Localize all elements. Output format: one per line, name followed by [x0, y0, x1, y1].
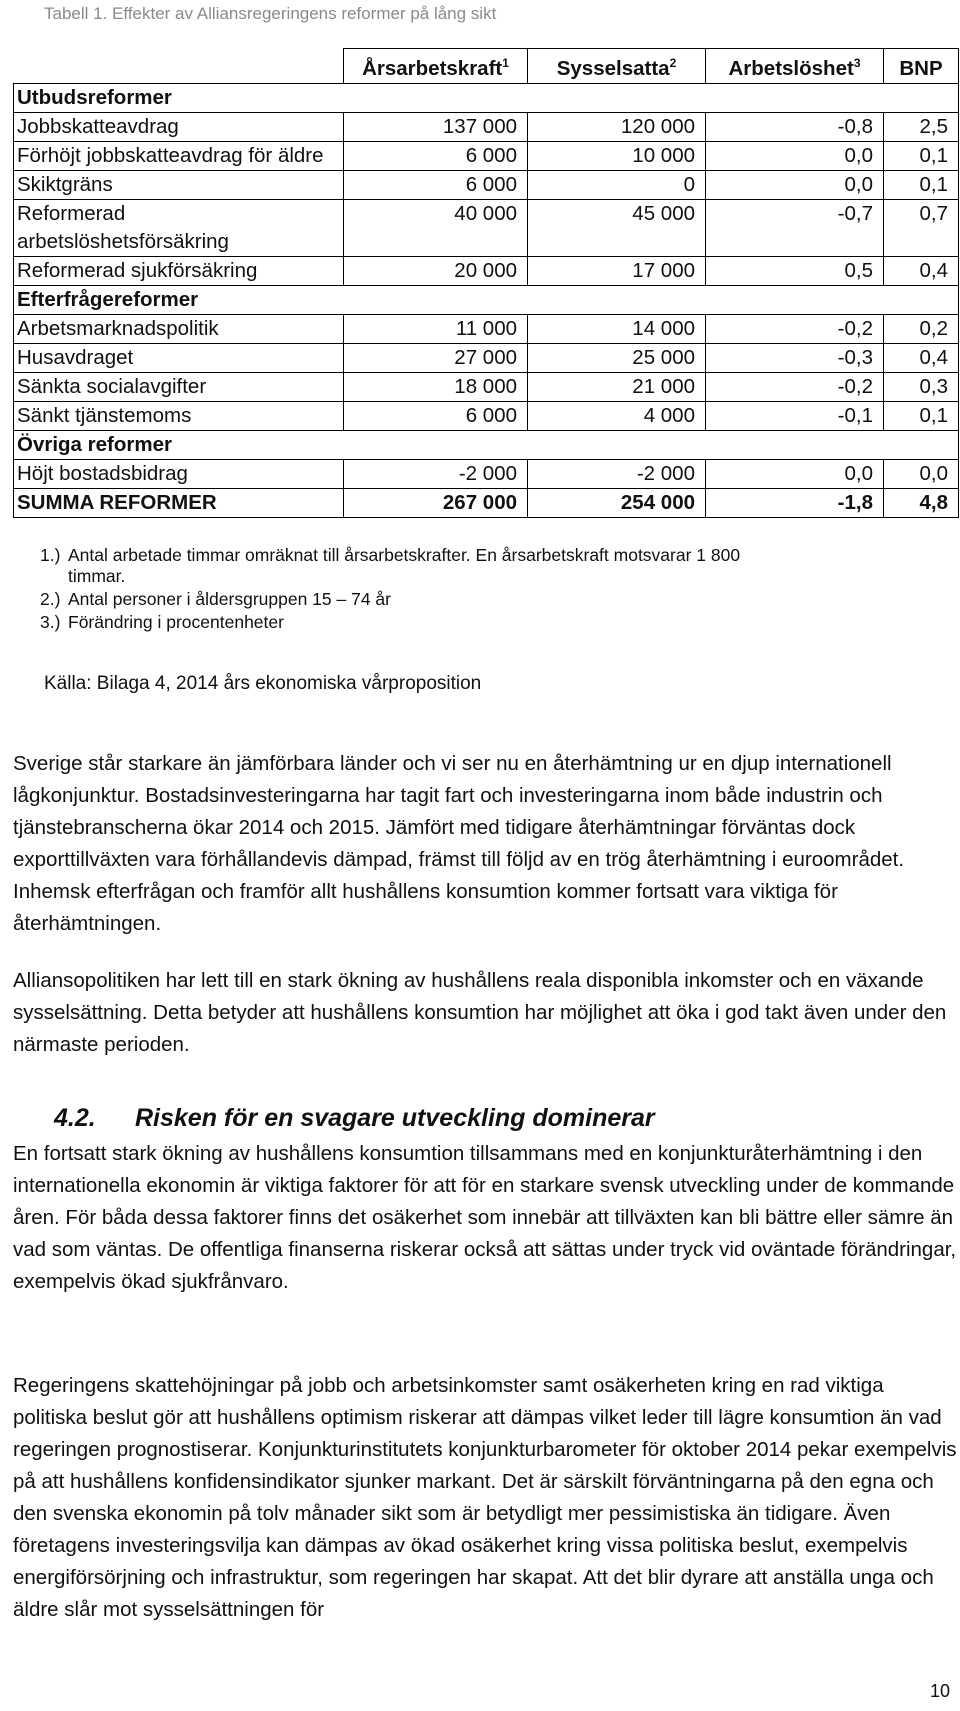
table-footnotes — [40, 544, 950, 634]
cell-value: -0,2 — [706, 372, 884, 401]
cell-value: 45 000 — [528, 199, 706, 256]
footnote-2: 2.) Antal personer i åldersgruppen 15 – 74 år — [40, 589, 391, 609]
page-number: 10 — [929, 1681, 950, 1701]
paragraph-1: Sverige står starkare än jämförbara länder och vi ser nu en återhämtning ur en djup internationell lågkonjunktur. Bostadsinvesteringarna har tagit fart och investeringarna inom både industrin och tjänstebranscherna ökar 2014 och 2015. Jämfört med tidigare återhämtningar förväntas dock exporttillväxten vara förhållandevis dämpad, främst till följd av en trög återhämtning i euroområdet. Inhemsk efterfrågan och framför allt hushållens konsumtion kommer fortsatt vara viktiga för återhämtningen. — [13, 752, 905, 935]
cell-value: 21 000 — [528, 372, 706, 401]
table-row — [14, 112, 959, 141]
cell-value: 254 000 — [528, 488, 706, 517]
cell-value: 0,0 — [706, 170, 884, 199]
cell-value: 10 000 — [528, 141, 706, 170]
table-section-row — [14, 83, 959, 112]
cell-value: 0,7 — [884, 199, 959, 256]
cell-value: 0,0 — [884, 459, 959, 488]
cell-value: 0,4 — [884, 256, 959, 285]
cell-value: 0,1 — [884, 141, 959, 170]
cell-value: -1,8 — [706, 488, 884, 517]
table-row — [14, 256, 959, 285]
section-number: 4.2. — [54, 1104, 96, 1132]
table-row — [14, 199, 959, 256]
section-label: Efterfrågereformer — [14, 285, 959, 314]
footnote-3: 3.) Förändring i procentenheter — [40, 612, 284, 632]
section-title: Risken för en svagare utveckling dominerar — [135, 1104, 655, 1132]
table-row — [14, 314, 959, 343]
cell-value: 11 000 — [344, 314, 528, 343]
section-label: Övriga reformer — [14, 430, 959, 459]
table-section-row — [14, 430, 959, 459]
cell-value: -2 000 — [528, 459, 706, 488]
cell-value: 267 000 — [344, 488, 528, 517]
row-label: Höjt bostadsbidrag — [14, 459, 344, 488]
cell-value: 14 000 — [528, 314, 706, 343]
cell-value: 25 000 — [528, 343, 706, 372]
cell-value: 2,5 — [884, 112, 959, 141]
table-row — [14, 343, 959, 372]
column-header: Årsarbetskraft$^1$ — [344, 49, 528, 84]
table-row — [14, 372, 959, 401]
cell-value: 0,0 — [706, 459, 884, 488]
row-label: Förhöjt jobbskatteavdrag för äldre — [14, 141, 344, 170]
cell-value: 4,8 — [884, 488, 959, 517]
cell-value: 120 000 — [528, 112, 706, 141]
cell-value: -0,2 — [706, 314, 884, 343]
section-label: Utbudsreformer — [14, 83, 959, 112]
cell-value: 0,1 — [884, 170, 959, 199]
cell-value: -2 000 — [344, 459, 528, 488]
row-label: Sänkt tjänstemoms — [14, 401, 344, 430]
row-label: Skiktgräns — [14, 170, 344, 199]
cell-value: 6 000 — [344, 401, 528, 430]
row-label: Sänkta socialavgifter — [14, 372, 344, 401]
cell-value: -0,3 — [706, 343, 884, 372]
column-header: Sysselsatta$^2$ — [528, 49, 706, 84]
row-label: Arbetsmarknadspolitik — [14, 314, 344, 343]
cell-value: 0 — [528, 170, 706, 199]
cell-value: 0,1 — [884, 401, 959, 430]
section-heading — [54, 1101, 655, 1135]
footnote-1: 1.) Antal arbetade timmar omräknat till årsarbetskrafter. En årsarbetskraft motsvarar 1 800 — [40, 545, 741, 565]
table-row — [14, 459, 959, 488]
cell-value: 0,3 — [884, 372, 959, 401]
cell-value: 0,4 — [884, 343, 959, 372]
table-header-row — [14, 49, 959, 84]
row-label: Husavdraget — [14, 343, 344, 372]
column-header: Arbetslöshet$^3$ — [706, 49, 884, 84]
cell-value: 18 000 — [344, 372, 528, 401]
row-label: Reformerad arbetslöshetsförsäkring — [14, 199, 344, 256]
row-label: Jobbskatteavdrag — [14, 112, 344, 141]
row-label: SUMMA REFORMER — [14, 488, 344, 517]
cell-value: 6 000 — [344, 170, 528, 199]
cell-value: -0,7 — [706, 199, 884, 256]
table-row — [14, 401, 959, 430]
cell-value: 6 000 — [344, 141, 528, 170]
header-blank-cell — [14, 49, 344, 84]
table-row — [14, 170, 959, 199]
table-source: Källa: Bilaga 4, 2014 års ekonomiska vårproposition — [44, 673, 482, 694]
paragraph-3: En fortsatt stark ökning av hushållens konsumtion tillsammans med en konjunkturåterhämtning i den internationella ekonomin är viktiga faktorer för att för en starkare svensk utveckling under de kommande åren. För båda dessa faktorer finns det osäkerhet som innebär att tillväxten kan bli bättre eller sämre än vad som väntas. De offentliga finanserna riskerar också att sättas under tryck vid oväntade förändringar, exempelvis ökad sjukfrånvaro. — [13, 1142, 957, 1293]
cell-value: 27 000 — [344, 343, 528, 372]
cell-value: -0,8 — [706, 112, 884, 141]
table-section-row — [14, 285, 959, 314]
cell-value: -0,1 — [706, 401, 884, 430]
reform-effects-table — [13, 48, 959, 518]
cell-value: 0,2 — [884, 314, 959, 343]
cell-value: 0,5 — [706, 256, 884, 285]
cell-value: 20 000 — [344, 256, 528, 285]
column-header: BNP — [884, 49, 959, 84]
table-row — [14, 141, 959, 170]
cell-value: 4 000 — [528, 401, 706, 430]
table-total-row — [14, 488, 959, 517]
row-label: Reformerad sjukförsäkring — [14, 256, 344, 285]
footnote-1-continuation: timmar. — [68, 566, 126, 586]
cell-value: 40 000 — [344, 199, 528, 256]
table-caption: Tabell 1. Effekter av Alliansregeringens reformer på lång sikt — [44, 4, 497, 23]
cell-value: 0,0 — [706, 141, 884, 170]
paragraph-2: Alliansopolitiken har lett till en stark ökning av hushållens reala disponibla inkomster och en växande sysselsättning. Detta betyder att hushållens konsumtion har möjlighet att öka i god takt även under den närmaste perioden. — [13, 969, 947, 1056]
cell-value: 17 000 — [528, 256, 706, 285]
cell-value: 137 000 — [344, 112, 528, 141]
paragraph-4: Regeringens skattehöjningar på jobb och arbetsinkomster samt osäkerheten kring en rad viktiga politiska beslut gör att hushållens optimism riskerar att dämpas vilket leder till lägre konsumtion än vad regeringen prognostiserar. Konjunkturinstitutets konjunkturbarometer för oktober 2014 pekar exempelvis på att hushållens konfidensindikator sjunker markant. Det är särskilt förväntningarna på den egna och den svenska ekonomin på tolv månader sikt som är betydligt mer pessimistiska än tidigare. Även företagens investeringsvilja kan dämpas av ökad osäkerhet kring vissa politiska beslut, exempelvis energiförsörjning och infrastruktur, som regeringen har skapat. Att det blir dyrare att anställa unga och äldre slår mot sysselsättningen för — [13, 1374, 957, 1621]
